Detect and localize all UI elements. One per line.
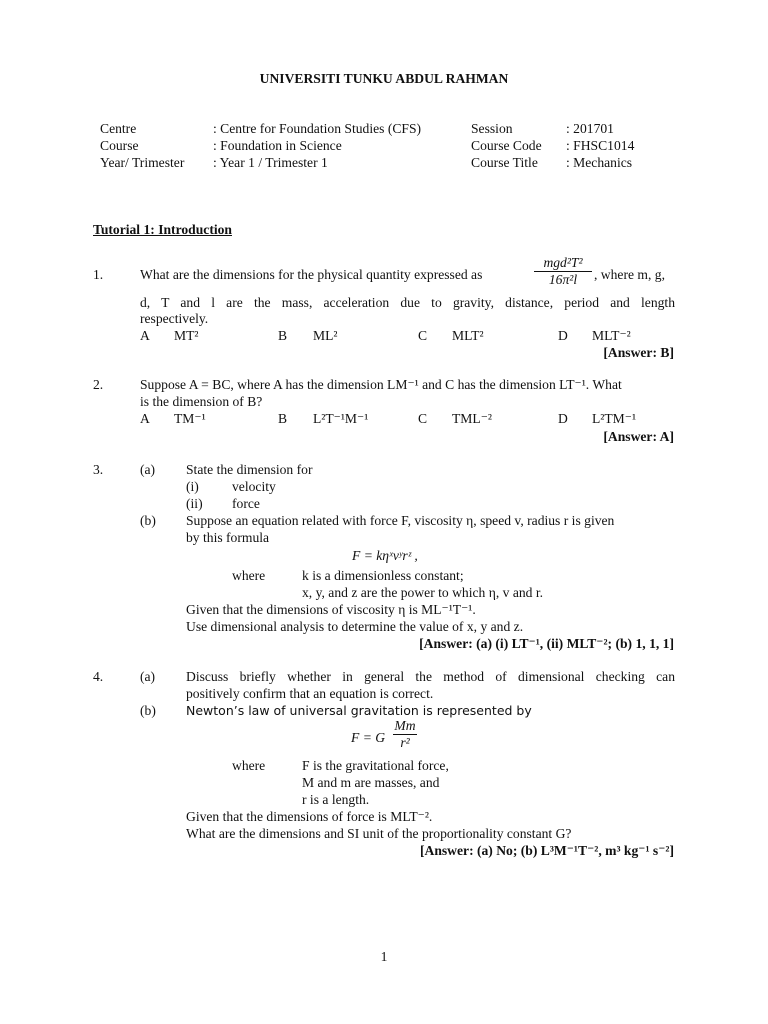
q2-answer: [Answer: A] (603, 429, 674, 444)
q3-part-b-label: (b) (140, 513, 156, 528)
q4-number: 4. (93, 669, 104, 684)
q2-option-a-text: TM⁻¹ (174, 411, 206, 426)
q3-where-line2: x, y, and z are the power to which η, v and r. (302, 585, 544, 600)
q2-option-c-text: TML⁻² (452, 411, 492, 426)
q3-formula: F = kηˣvʸrᶻ , (352, 548, 418, 563)
q4-fraction-numerator: Mm (394, 718, 416, 733)
q3-item-ii-text: force (232, 496, 260, 511)
q2-option-b-letter: B (278, 411, 288, 426)
q2-option-c-letter: C (418, 411, 428, 426)
q1-text-line2: d, T and l are the mass, acceleration due to gravity, distance, period and length (140, 295, 675, 310)
q4-where-line1: F is the gravitational force, (302, 758, 449, 773)
page-number: 1 (380, 949, 388, 964)
info-value-course-code: : FHSC1014 (566, 138, 635, 153)
q1-fraction (534, 256, 592, 286)
q3-use: Use dimensional analysis to determine the value of x, y and z. (186, 619, 524, 634)
q4-part-a-label: (a) (140, 669, 156, 684)
q1-number: 1. (93, 267, 104, 282)
q3-item-ii-num: (ii) (186, 496, 203, 511)
q4-where-line2: M and m are masses, and (302, 775, 440, 790)
q1-fraction-numerator: mgd²T² (543, 255, 583, 270)
info-value-course-title: : Mechanics (566, 155, 633, 170)
q1-option-d-letter: D (558, 328, 568, 343)
q3-part-a-label: (a) (140, 462, 156, 477)
q1-fraction-denominator: 16π²l (548, 271, 578, 287)
q3-given: Given that the dimensions of viscosity η is ML⁻¹T⁻¹. (186, 602, 476, 617)
q3-part-b-line2: by this formula (186, 530, 270, 545)
q4-part-b-text: Newton’s law of universal gravitation is represented by (186, 703, 532, 718)
info-value-centre: : Centre for Foundation Studies (CFS) (213, 121, 422, 136)
q4-part-b-label: (b) (140, 703, 156, 718)
q2-option-b-text: L²T⁻¹M⁻¹ (313, 411, 369, 426)
q1-option-d-text: MLT⁻² (592, 328, 631, 343)
q1-answer: [Answer: B] (603, 345, 674, 360)
q1-option-a-text: MT² (174, 328, 199, 343)
q1-option-b-text: ML² (313, 328, 338, 343)
info-label-course-title: Course Title (471, 155, 538, 170)
q3-part-a-text: State the dimension for (186, 462, 313, 477)
q1-text-line3: respectively. (140, 311, 209, 326)
q2-number: 2. (93, 377, 104, 392)
q1-option-b-letter: B (278, 328, 288, 343)
q3-answer: [Answer: (a) (i) LT⁻¹, (ii) MLT⁻²; (b) 1, 1, 1] (419, 636, 674, 651)
q2-option-d-letter: D (558, 411, 568, 426)
q2-line2: is the dimension of B? (140, 394, 263, 409)
q3-number: 3. (93, 462, 104, 477)
university-title: UNIVERSITI TUNKU ABDUL RAHMAN (259, 71, 509, 86)
q3-item-i-text: velocity (232, 479, 276, 494)
info-label-course-code: Course Code (471, 138, 542, 153)
q2-option-a-letter: A (140, 411, 150, 426)
q4-ask: What are the dimensions and SI unit of the proportionality constant G? (186, 826, 572, 841)
q4-part-a-line2: positively confirm that an equation is correct. (186, 686, 434, 701)
q4-part-a-line1: Discuss briefly whether in general the method of dimensional checking can (186, 669, 675, 684)
info-value-course: : Foundation in Science (213, 138, 342, 153)
q1-text: What are the dimensions for the physical quantity expressed as (140, 267, 483, 282)
q4-answer: [Answer: (a) No; (b) L³M⁻¹T⁻², m³ kg⁻¹ s⁻²] (419, 843, 674, 858)
q4-given: Given that the dimensions of force is MLT⁻². (186, 809, 433, 824)
q1-text-suffix: , where m, g, (594, 267, 665, 282)
q1-option-c-text: MLT² (452, 328, 484, 343)
q4-where-line3: r is a length. (302, 792, 370, 807)
info-label-year: Year/ Trimester (100, 155, 185, 170)
q2-line1: Suppose A = BC, where A has the dimension LM⁻¹ and C has the dimension LT⁻¹. What (140, 377, 622, 392)
q4-where: where (232, 758, 266, 773)
tutorial-title: Tutorial 1: Introduction (93, 222, 232, 237)
q1-option-a-letter: A (140, 328, 150, 343)
q2-option-d-text: L²TM⁻¹ (592, 411, 637, 426)
info-label-course: Course (100, 138, 139, 153)
info-value-session: : 201701 (566, 121, 614, 136)
info-label-session: Session (471, 121, 513, 136)
q3-where: where (232, 568, 266, 583)
q4-fraction-denominator: r² (400, 734, 410, 750)
info-value-year: : Year 1 / Trimester 1 (213, 155, 328, 170)
q3-where-line1: k is a dimensionless constant; (302, 568, 464, 583)
q3-item-i-num: (i) (186, 479, 199, 494)
q4-formula-lhs: F = G (351, 730, 386, 745)
q3-part-b-line1: Suppose an equation related with force F, viscosity η, speed v, radius r is given (186, 513, 615, 528)
q4-fraction (393, 719, 417, 749)
info-label-centre: Centre (100, 121, 137, 136)
q1-option-c-letter: C (418, 328, 428, 343)
